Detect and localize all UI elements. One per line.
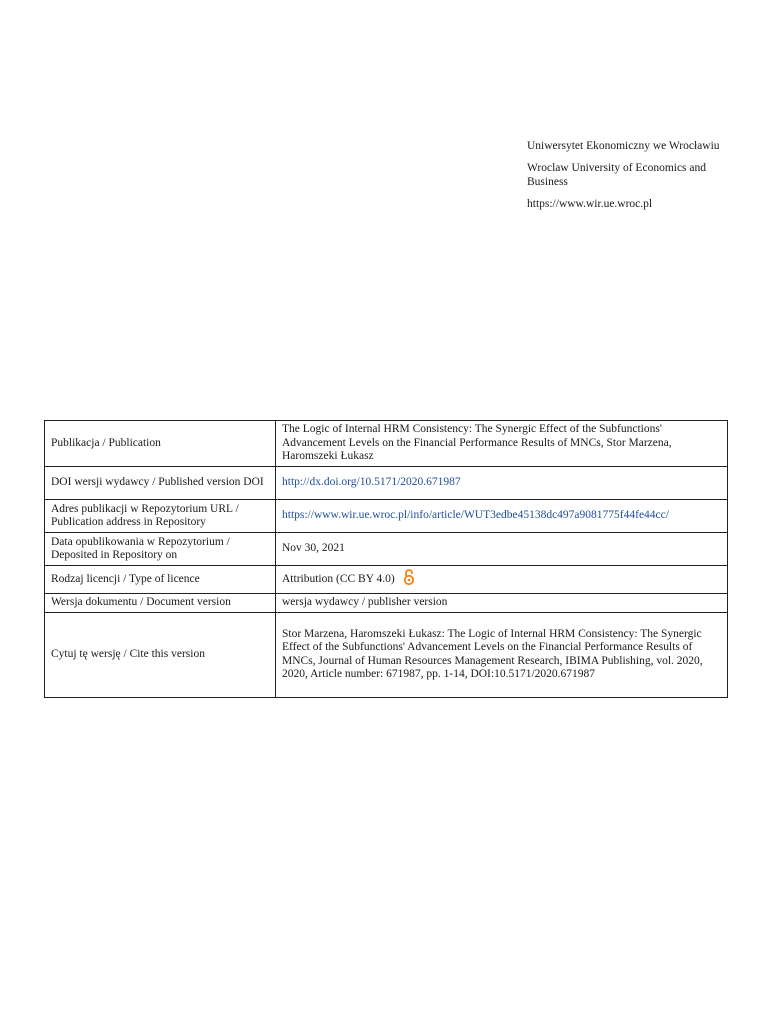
publication-metadata-table (44, 420, 728, 698)
publication-value: The Logic of Internal HRM Consistency: The Synergic Effect of the Subfunctions' Advancement Levels on the Financial Performance Results of MNCs, Stor Marzena, Haromszeki Łukasz (276, 421, 728, 467)
table-row-deposited (45, 533, 728, 566)
table-row-doc-version (45, 593, 728, 612)
publication-label: Publikacja / Publication (45, 421, 276, 467)
table-row-publication (45, 421, 728, 467)
doc-version-label: Wersja dokumentu / Document version (45, 593, 276, 612)
doi-label: DOI wersji wydawcy / Published version DOI (45, 467, 276, 500)
cite-value: Stor Marzena, Haromszeki Łukasz: The Logic of Internal HRM Consistency: The Synergic Effect of the Subfunctions' Advancement Levels on the Financial Performance Results of MNCs, Journal of Human Resources Management Research, IBIMA Publishing, vol. 2020, 2020, Article number: 671987, pp. 1-14, DOI:10.5171/2020.671987 (276, 612, 728, 697)
institution-name-en: Wroclaw University of Economics and Business (527, 162, 707, 188)
repo-url-label: Adres publikacji w Repozytorium URL / Publication address in Repository (45, 500, 276, 533)
licence-value: Attribution (CC BY 4.0) (282, 572, 395, 585)
table-row-cite (45, 612, 728, 697)
deposited-label: Data opublikowania w Repozytorium / Deposited in Repository on (45, 533, 276, 566)
repo-url-cell (276, 500, 728, 533)
institution-url[interactable]: https://www.wir.ue.wroc.pl (527, 198, 653, 210)
repo-url-link[interactable]: https://www.wir.ue.wroc.pl/info/article/WUT3edbe45138dc497a9081775f44fe44cc/ (282, 509, 669, 522)
open-access-icon (403, 568, 415, 591)
licence-cell (276, 566, 728, 594)
doi-link[interactable]: http://dx.doi.org/10.5171/2020.671987 (282, 476, 461, 489)
table-row-repo-url (45, 500, 728, 533)
deposited-value: Nov 30, 2021 (276, 533, 728, 566)
table-row-doi (45, 467, 728, 500)
institution-name-pl: Uniwersytet Ekonomiczny we Wrocławiu (527, 140, 720, 152)
cite-label: Cytuj tę wersję / Cite this version (45, 612, 276, 697)
doi-cell (276, 467, 728, 500)
institution-header (527, 139, 727, 219)
licence-label: Rodzaj licencji / Type of licence (45, 566, 276, 594)
doc-version-value: wersja wydawcy / publisher version (276, 593, 728, 612)
table-row-licence (45, 566, 728, 594)
